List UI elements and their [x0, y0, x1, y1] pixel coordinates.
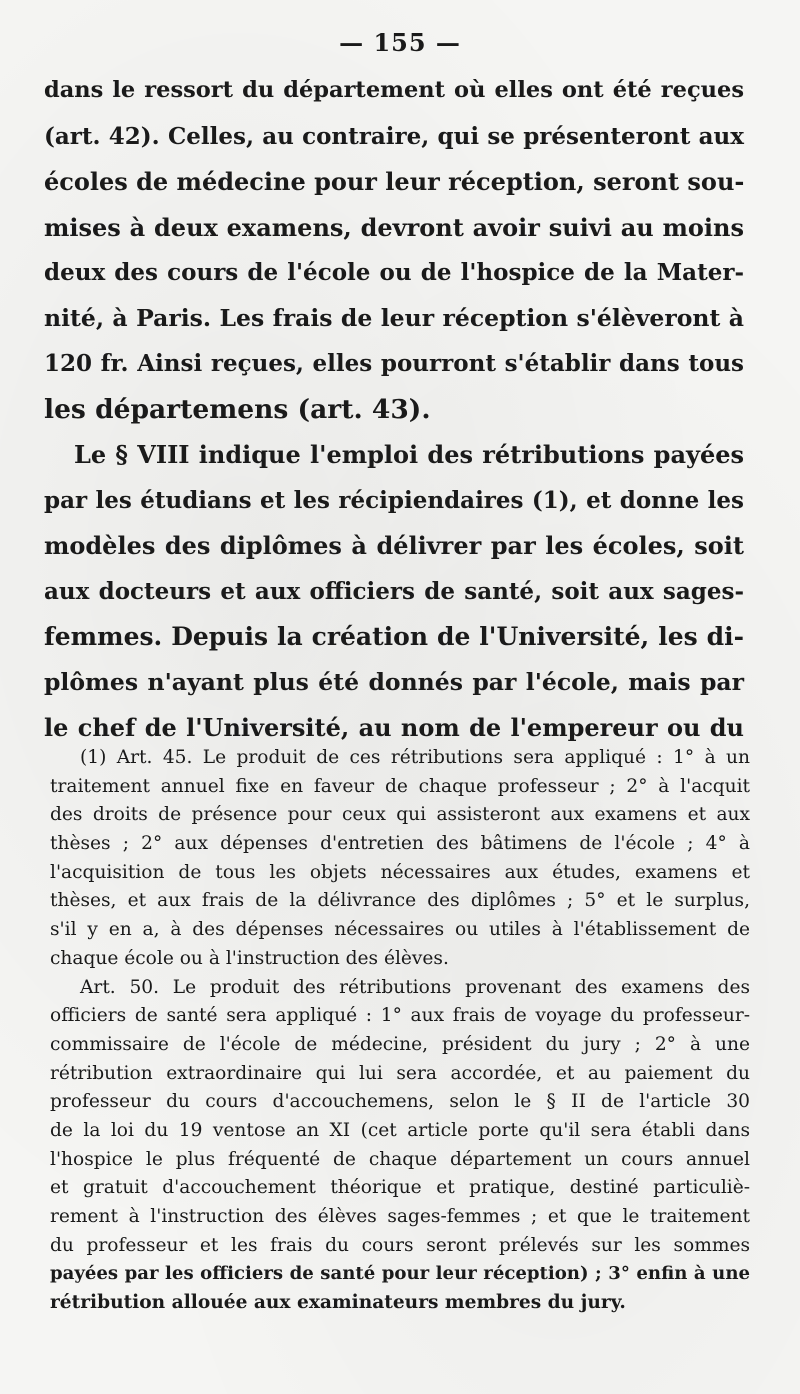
- body-line: par les étudians et les récipiendaires (1), et donne les: [44, 486, 744, 514]
- footnote-line: traitement annuel fixe en faveur de chaque professeur ; 2° à l'acquit: [50, 775, 750, 797]
- footnote-line: rétribution extraordinaire qui lui sera accordée, et au paiement du: [50, 1062, 750, 1084]
- body-line: les départemens (art. 43).: [44, 393, 431, 425]
- footnote-line: thèses, et aux frais de la délivrance des diplômes ; 5° et le surplus,: [50, 890, 750, 912]
- body-line: nité, à Paris. Les frais de leur réception s'élèveront à: [44, 303, 744, 332]
- body-line: plômes n'ayant plus été donnés par l'école, mais par: [44, 667, 744, 696]
- footnote-line: des droits de présence pour ceux qui assisteront aux examens et aux: [50, 804, 750, 826]
- body-line: Le § VIII indique l'emploi des rétributions payées: [74, 440, 744, 469]
- footnote-line: et gratuit d'accouchement théorique et pratique, destiné particuliè-: [50, 1177, 750, 1199]
- footnote-line: Art. 50. Le produit des rétributions provenant des examens des: [80, 976, 750, 998]
- body-line: écoles de médecine pour leur réception, seront sou-: [44, 167, 745, 196]
- footnote: [50, 744, 750, 1318]
- body-line: dans le ressort du département où elles ont été reçues: [44, 77, 744, 103]
- page-number: — 155 —: [339, 28, 461, 57]
- body-line: (art. 42). Celles, au contraire, qui se présenteront aux: [44, 122, 744, 150]
- footnote-line: du professeur et les frais du cours seront prélevés sur les sommes: [50, 1234, 750, 1256]
- body-line: deux des cours de l'école ou de l'hospice de la Mater-: [44, 259, 744, 286]
- footnote-line: rement à l'instruction des élèves sages-femmes ; et que le traitement: [50, 1206, 750, 1227]
- body-line: mises à deux examens, devront avoir suivi au moins: [44, 212, 744, 242]
- footnote-line: professeur du cours d'accouchemens, selon le § II de l'article 30: [50, 1091, 750, 1113]
- footnote-line: thèses ; 2° aux dépenses d'entretien des bâtimens de l'école ; 4° à: [50, 833, 750, 855]
- body-line: le chef de l'Université, au nom de l'empereur ou du: [44, 713, 744, 742]
- footnote-line: commissaire de l'école de médecine, président du jury ; 2° à une: [50, 1033, 750, 1055]
- footnote-line: chaque école ou à l'instruction des élèves.: [50, 947, 449, 969]
- body-text: [44, 68, 744, 751]
- footnote-line: payées par les officiers de santé pour leur réception) ; 3° enfin à une: [50, 1263, 750, 1285]
- footnote-line: rétribution allouée aux examinateurs membres du jury.: [50, 1292, 626, 1314]
- body-line: 120 fr. Ainsi reçues, elles pourront s'établir dans tous: [44, 350, 744, 377]
- footnote-line: l'hospice le plus fréquenté de chaque département un cours annuel: [50, 1148, 750, 1170]
- footnote-line: l'acquisition de tous les objets nécessaires aux études, examens et: [50, 861, 750, 883]
- body-line: femmes. Depuis la création de l'Université, les di-: [44, 622, 744, 651]
- body-line: modèles des diplômes à délivrer par les écoles, soit: [44, 531, 744, 560]
- footnote-line: de la loi du 19 ventose an XI (cet article porte qu'il sera établi dans: [50, 1119, 750, 1141]
- body-line: aux docteurs et aux officiers de santé, soit aux sages-: [44, 577, 744, 605]
- footnote-line: (1) Art. 45. Le produit de ces rétributions sera appliqué : 1° à un: [80, 747, 750, 768]
- footnote-line: s'il y en a, à des dépenses nécessaires ou utiles à l'établissement de: [50, 919, 750, 941]
- footnote-line: officiers de santé sera appliqué : 1° aux frais de voyage du professeur-: [50, 1005, 750, 1027]
